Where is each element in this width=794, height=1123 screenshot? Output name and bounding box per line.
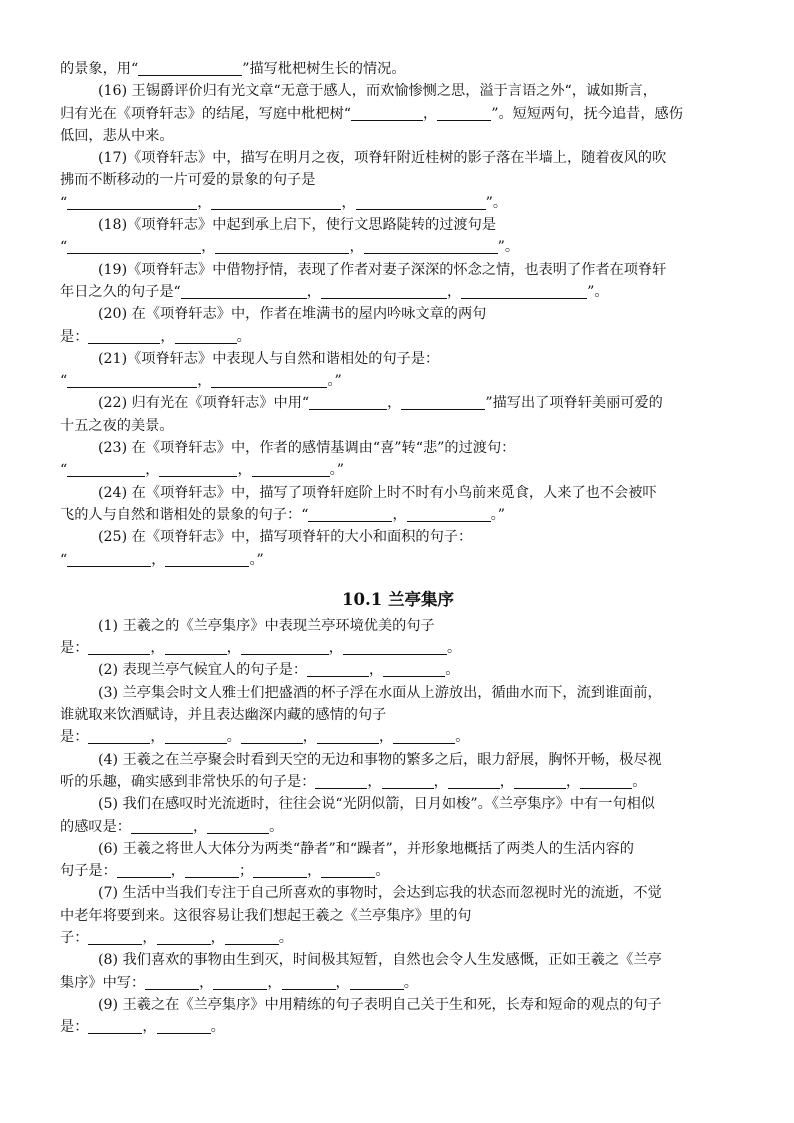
text: ， (150, 729, 165, 746)
text: ， (341, 194, 356, 211)
text: 句子是： (60, 863, 117, 880)
text: ， (197, 194, 212, 211)
lanting-question-3-line-3 (60, 726, 736, 748)
question-24-line-1: (24) 在《项脊轩志》中，描写了项脊轩庭阶上时不时有小鸟前来觅食，人来了也不会被吓 (98, 484, 657, 501)
answer-blank[interactable] (67, 194, 197, 210)
answer-blank[interactable] (88, 1018, 142, 1034)
text: 年日之久的句子是“ (60, 283, 181, 300)
text: ， (142, 929, 157, 946)
text: ， (423, 105, 438, 122)
text: ， (499, 773, 514, 790)
lanting-question-4-line-2 (60, 771, 736, 793)
lanting-question-6-line-2 (60, 860, 736, 882)
lanting-question-5-line-2 (60, 816, 736, 838)
answer-blank[interactable] (131, 818, 193, 834)
lanting-question-8-line-2 (60, 972, 736, 994)
question-23-line-1: (23) 在《项脊轩志》中，作者的感情基调由“喜”转“悲”的过渡句： (98, 440, 516, 457)
answer-blank[interactable] (253, 862, 307, 878)
text: ， (369, 662, 384, 679)
answer-blank[interactable] (382, 773, 434, 789)
text: ， (335, 974, 350, 991)
answer-blank[interactable] (67, 372, 197, 388)
answer-blank[interactable] (181, 283, 307, 299)
answer-blank[interactable] (514, 773, 566, 789)
text: “ (60, 462, 68, 479)
text: ， (145, 462, 160, 479)
answer-blank[interactable] (157, 929, 211, 945)
lanting-question-7-line-3 (60, 927, 736, 949)
question-21-line-2 (60, 370, 736, 392)
text: ”。 (587, 283, 609, 300)
text: 。” (327, 373, 342, 390)
text: ， (199, 974, 214, 991)
question-16-line-2 (60, 103, 736, 125)
text: ， (566, 773, 581, 790)
lanting-question-4-line-1: (4) 王羲之在兰亭聚会时看到天空的无边和事物的繁多之后，眼力舒展，胸怀开畅，极尽视 (98, 751, 662, 768)
lanting-question-9-line-1: (9) 王羲之在《兰亭集序》中用精练的句子表明自己关于生和死，长寿和短命的观点的句子 (98, 996, 662, 1013)
answer-blank[interactable] (211, 194, 341, 210)
text: 。” (329, 462, 345, 479)
text: ， (328, 640, 343, 657)
text: ， (433, 773, 448, 790)
answer-blank[interactable] (67, 461, 145, 477)
text: 听的乐趣，确实感到非常快乐的句子是： (60, 773, 316, 790)
lanting-question-6-line-1: (6) 王羲之将世人大体分为两类“静者”和“躁者”，并形象地概括了两类人的生活内容的 (98, 840, 634, 857)
worksheet-page (60, 58, 736, 1038)
text: 。 (445, 662, 460, 679)
question-23-line-2 (60, 459, 736, 481)
question-20-line-1: (20) 在《项脊轩志》中，作者在堆满书的屋内吟咏文章的两句 (98, 306, 487, 323)
section-title: 10.1 兰亭集序 (342, 589, 454, 609)
text: ”。短短两句，抚今追昔，感伤 (491, 105, 683, 122)
question-16-line-1: (16) 王锡爵评价归有光文章“无意于感人，而欢愉惨恻之思，溢于言语之外“，诚如斯言， (98, 83, 657, 100)
text: 。 (403, 974, 418, 991)
text: 。 (375, 863, 390, 880)
text: “ (60, 239, 68, 256)
lanting-question-5-line-1: (5) 我们在感叹时光流逝时，往往会说“光阴似箭，日月如梭”。《兰亭集序》中有一句相似 (98, 796, 655, 813)
text: 是： (60, 328, 89, 345)
lanting-question-7-line-1: (7) 生活中当我们专注于自己所喜欢的事物时，会达到忘我的状态而忽视时光的流逝，不觉 (98, 885, 662, 902)
text: 。 (447, 640, 462, 657)
text: 。 (269, 818, 284, 835)
text: ， (160, 328, 175, 345)
text: 的感叹是： (60, 818, 131, 835)
answer-blank[interactable] (157, 1018, 211, 1034)
text: 。” (490, 506, 505, 523)
answer-blank[interactable] (437, 105, 491, 121)
text: ， (192, 818, 208, 835)
text: ”描写枇杷树生长的情况。 (242, 61, 406, 77)
answer-blank[interactable] (225, 929, 279, 945)
text: ； (238, 863, 254, 880)
text: 。 (455, 729, 470, 746)
answer-blank[interactable] (307, 661, 369, 677)
answer-blank[interactable] (321, 862, 375, 878)
answer-blank[interactable] (383, 661, 445, 677)
text: 。 (632, 773, 647, 790)
text: ， (446, 283, 462, 300)
lanting-question-3-line-1: (3) 兰亭集会时文人雅士们把盛酒的杯子浮在水面从上游放出，循曲水而下，流到谁面前， (98, 684, 662, 701)
text: 。 (226, 729, 241, 746)
text: ， (349, 239, 364, 256)
text: 。 (278, 929, 293, 946)
question-16-line-3: 低回，悲从中来。 (60, 127, 174, 144)
text: 飞的人与自然和谐相处的景象的句子：“ (60, 506, 309, 523)
lanting-question-2 (60, 659, 736, 681)
text: ， (151, 551, 166, 568)
text: ， (387, 395, 402, 412)
text: (2) 表现兰亭气候宜人的句子是： (98, 662, 308, 679)
answer-blank[interactable] (343, 639, 447, 655)
answer-blank[interactable] (159, 461, 237, 477)
answer-blank[interactable] (165, 551, 249, 567)
text: ， (142, 1019, 157, 1036)
answer-blank[interactable] (211, 372, 327, 388)
answer-blank[interactable] (317, 728, 379, 744)
lanting-question-7-line-2: 中老年将要到来。这很容易让我们想起王羲之《兰亭集序》里的句 (60, 907, 472, 924)
question-20-line-2 (60, 326, 736, 348)
text: ， (306, 283, 321, 300)
answer-blank[interactable] (117, 862, 171, 878)
text: ， (237, 462, 252, 479)
answer-blank[interactable] (364, 238, 498, 254)
answer-blank[interactable] (282, 974, 336, 990)
question-25-line-1: (25) 在《项脊轩志》中，描写项脊轩的大小和面积的句子： (98, 529, 473, 546)
answer-blank[interactable] (321, 283, 447, 299)
answer-blank[interactable] (213, 974, 267, 990)
text: 归有光在《项脊轩志》的结尾，写庭中枇杷树“ (60, 105, 352, 122)
question-22-line-2: 十五之夜的美景。 (60, 417, 174, 434)
answer-blank[interactable] (138, 60, 242, 76)
lanting-question-1-line-2 (60, 637, 736, 659)
text: 的景象，用“ (60, 61, 139, 77)
text: 子： (60, 929, 89, 946)
lanting-question-8-line-1: (8) 我们喜欢的事物由生到灭，时间极其短暂，自然也会令人生发感慨，正如王羲之《兰亭 (98, 952, 662, 969)
text: “ (60, 551, 68, 568)
text: ， (392, 506, 407, 523)
question-18-line-2 (60, 236, 736, 258)
text: ， (267, 974, 282, 991)
text: ， (379, 729, 394, 746)
text: ， (197, 373, 212, 390)
answer-blank[interactable] (67, 551, 151, 567)
text: ”。 (485, 194, 508, 211)
text: (22) 归有光在《项脊轩志》中用“ (98, 395, 310, 412)
answer-blank[interactable] (393, 728, 455, 744)
answer-blank[interactable] (241, 639, 329, 655)
answer-blank[interactable] (165, 728, 227, 744)
text: 是： (60, 729, 89, 746)
question-22-line-1 (60, 392, 736, 414)
answer-blank[interactable] (175, 328, 237, 344)
question-25-line-2 (60, 549, 736, 571)
text: ， (150, 640, 165, 657)
question-17-line-2: 拂而不断移动的一片可爱的景象的句子是 (60, 172, 316, 189)
question-19-line-2 (60, 281, 736, 303)
answer-blank[interactable] (252, 461, 330, 477)
text: 是： (60, 1019, 89, 1036)
text: ， (226, 640, 241, 657)
text: 是： (60, 640, 89, 657)
text: ”。 (497, 239, 520, 256)
question-17-line-1: (17)《项脊轩志》中，描写在明月之夜，项脊轩附近桂树的影子落在半墙上，随着夜风的吹 (98, 150, 667, 167)
answer-blank[interactable] (215, 238, 349, 254)
text: ， (367, 773, 382, 790)
answer-blank[interactable] (145, 974, 199, 990)
question-19-line-1: (19)《项脊轩志》中借物抒情，表现了作者对妻子深深的怀念之情，也表明了作者在项脊轩 (98, 261, 667, 278)
lanting-question-3-line-2: 谁就取来饮酒赋诗，并且表达幽深内藏的感情的句子 (60, 707, 387, 724)
answer-blank[interactable] (88, 639, 150, 655)
answer-blank[interactable] (88, 328, 160, 344)
text: 集序》中写： (60, 974, 146, 991)
answer-blank[interactable] (407, 506, 491, 522)
question-15-tail (60, 58, 736, 80)
answer-blank[interactable] (461, 283, 587, 299)
question-24-line-2 (60, 504, 736, 526)
text: ”描写出了项脊轩美丽可爱的 (485, 395, 663, 412)
answer-blank[interactable] (88, 929, 142, 945)
question-17-line-3 (60, 192, 736, 214)
text: ， (201, 239, 216, 256)
answer-blank[interactable] (308, 506, 392, 522)
answer-blank[interactable] (448, 773, 500, 789)
answer-blank[interactable] (401, 394, 485, 410)
answer-blank[interactable] (350, 974, 404, 990)
answer-blank[interactable] (207, 818, 269, 834)
text: ， (210, 929, 225, 946)
answer-blank[interactable] (580, 773, 632, 789)
answer-blank[interactable] (185, 862, 239, 878)
lanting-question-9-line-2 (60, 1016, 736, 1038)
text: ， (307, 863, 322, 880)
text: ， (302, 729, 317, 746)
answer-blank[interactable] (315, 773, 367, 789)
text: ， (170, 863, 185, 880)
lanting-question-1-line-1: (1) 王羲之的《兰亭集序》中表现兰亭环境优美的句子 (98, 617, 435, 634)
text: 。 (236, 328, 251, 345)
answer-blank[interactable] (351, 105, 423, 121)
answer-blank[interactable] (165, 639, 227, 655)
text: 。” (249, 551, 264, 568)
question-18-line-1: (18)《项脊轩志》中起到承上启下，使行文思路陡转的过渡句是 (98, 217, 497, 234)
answer-blank[interactable] (88, 728, 150, 744)
answer-blank[interactable] (309, 394, 387, 410)
answer-blank[interactable] (241, 728, 303, 744)
question-21-line-1: (21)《项脊轩志》中表现人与自然和谐相处的句子是： (98, 350, 440, 367)
answer-blank[interactable] (67, 238, 201, 254)
text: 。 (210, 1019, 225, 1036)
text: “ (60, 373, 68, 390)
answer-blank[interactable] (356, 194, 486, 210)
text: “ (60, 194, 68, 211)
